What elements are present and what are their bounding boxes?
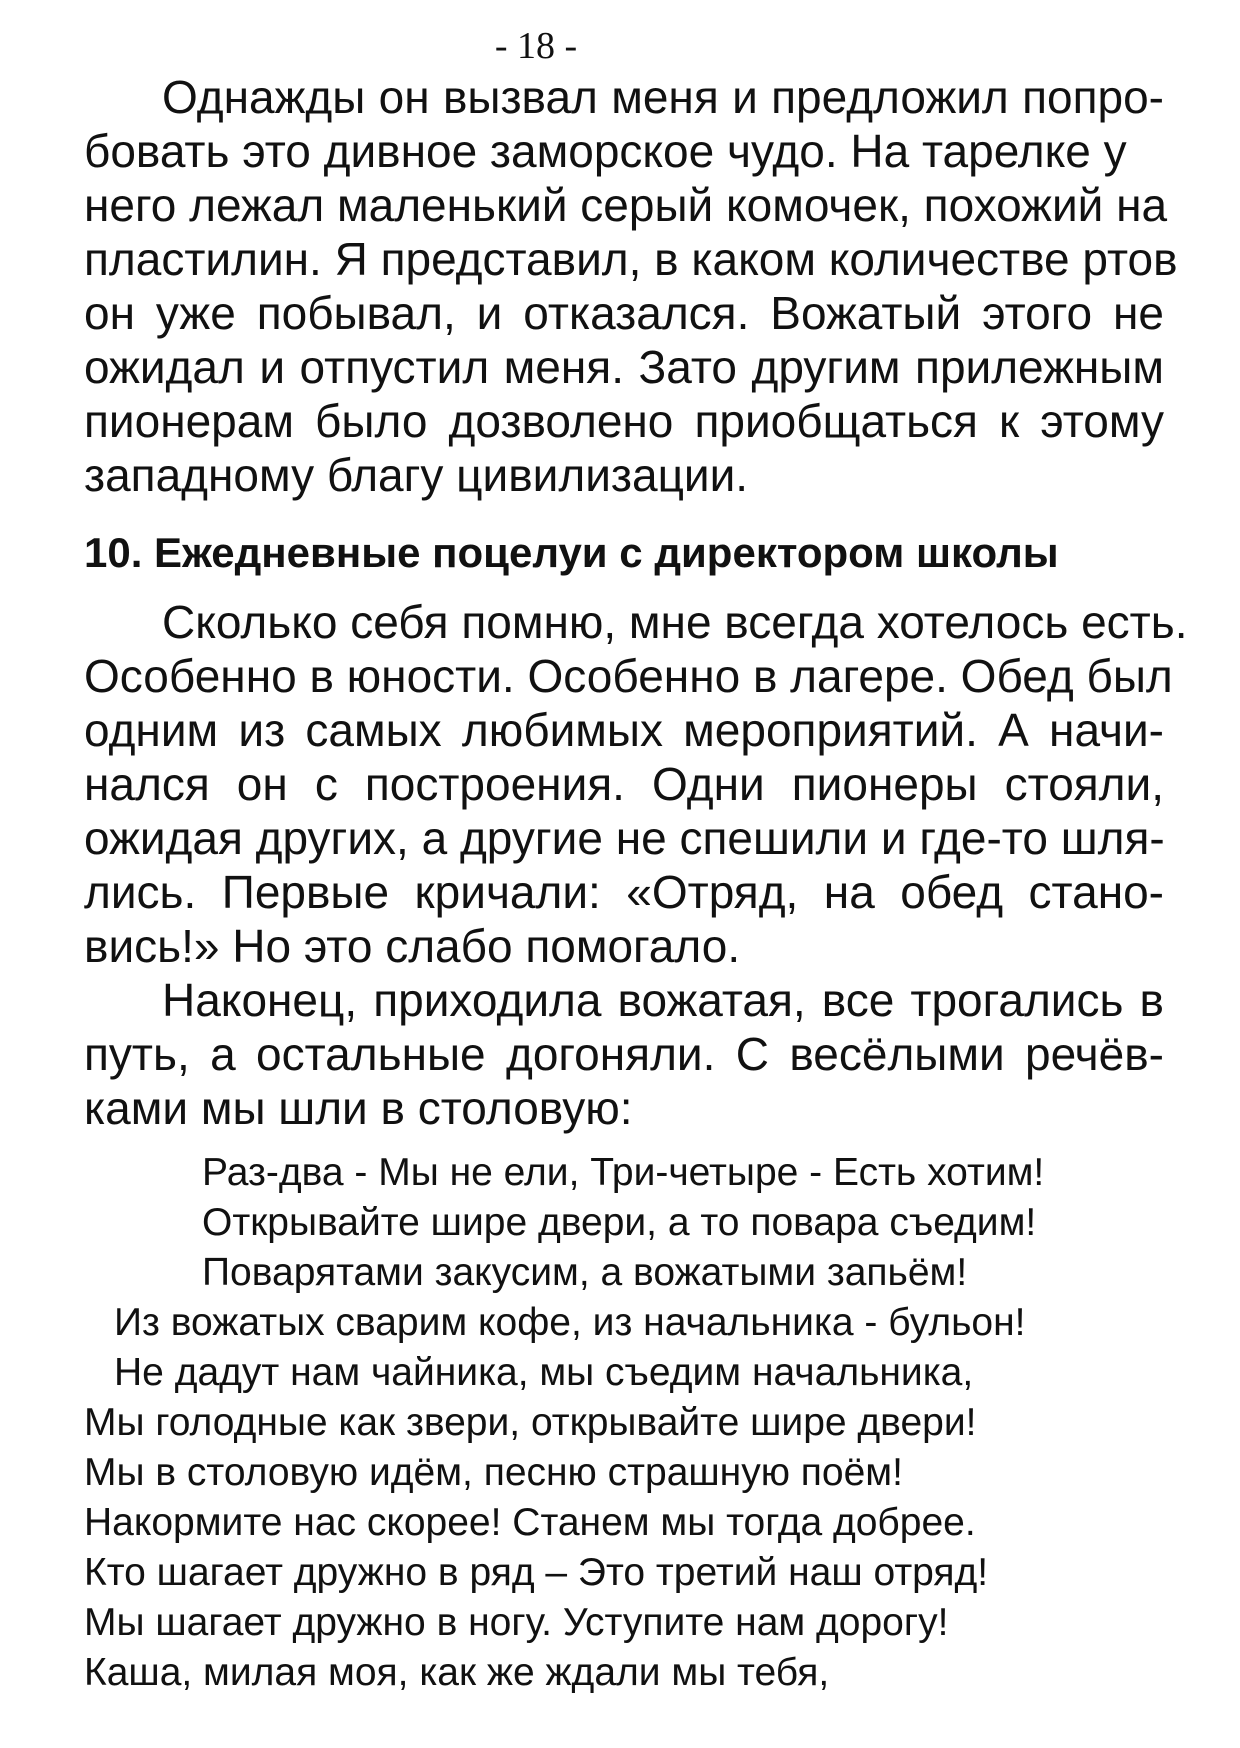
text-line: вись!» Но это слабо помогало. [84, 920, 741, 972]
page-number: - 18 - [494, 25, 578, 67]
verse-line: Поварятами закусим, а вожатыми запьём! [202, 1251, 968, 1294]
paragraph-1 [84, 70, 1178, 502]
text-line: путь, а остальные догоняли. С весёлыми речёв- [84, 1028, 1164, 1080]
text-line: Сколько себя помню, мне всегда хотелось есть. [162, 596, 1188, 648]
text-line: ожидая других, а другие не спешили и где-то шля- [84, 812, 1165, 864]
text-line: него лежал маленький серый комочек, похожий на [84, 179, 1168, 231]
verse-line: Кто шагает дружно в ряд – Это третий наш отряд! [84, 1551, 989, 1594]
verse-line: Раз-два - Мы не ели, Три-четыре - Есть хотим! [202, 1151, 1045, 1194]
verse-line: Накормите нас скорее! Станем мы тогда добрее. [84, 1501, 976, 1544]
text-line: ками мы шли в столовую: [84, 1082, 633, 1134]
text-line: ожидал и отпустил меня. Зато другим прилежным [84, 341, 1164, 393]
verse-line: Мы голодные как звери, открывайте шире двери! [84, 1401, 977, 1444]
text-line: одним из самых любимых мероприятий. А начи- [84, 704, 1164, 756]
text-line: западному благу цивилизации. [84, 449, 749, 501]
text-line: нался он с построения. Одни пионеры стояли, [84, 758, 1164, 810]
verse-line: Мы шагает дружно в ногу. Уступите нам дорогу! [84, 1601, 949, 1644]
paragraph-2 [84, 595, 1188, 973]
text-line: Наконец, приходила вожатая, все трогались в [162, 974, 1164, 1026]
verse-block [84, 1148, 1044, 1698]
section-heading: 10. Ежедневные поцелуи с директором школы [84, 529, 1059, 576]
text-line: пластилин. Я представил, в каком количестве ртов [84, 233, 1178, 285]
text-line: пионерам было дозволено приобщаться к этому [84, 395, 1164, 447]
text-line: бовать это дивное заморское чудо. На тарелке у [84, 125, 1127, 177]
verse-line: Открывайте шире двери, а то повара съедим! [202, 1201, 1037, 1244]
verse-line: Не дадут нам чайника, мы съедим начальника, [114, 1351, 974, 1394]
paragraph-3 [84, 973, 1164, 1135]
text-line: Особенно в юности. Особенно в лагере. Обед был [84, 650, 1173, 702]
text-line: он уже побывал, и отказался. Вожатый этого не [84, 287, 1164, 339]
verse-line: Из вожатых сварим кофе, из начальника - бульон! [114, 1301, 1026, 1344]
text-line: лись. Первые кричали: «Отряд, на обед стано- [84, 866, 1164, 918]
verse-line: Каша, милая моя, как же ждали мы тебя, [84, 1651, 830, 1694]
verse-line: Мы в столовую идём, песню страшную поём! [84, 1451, 903, 1494]
text-line: Однажды он вызвал меня и предложил попро- [162, 71, 1164, 123]
